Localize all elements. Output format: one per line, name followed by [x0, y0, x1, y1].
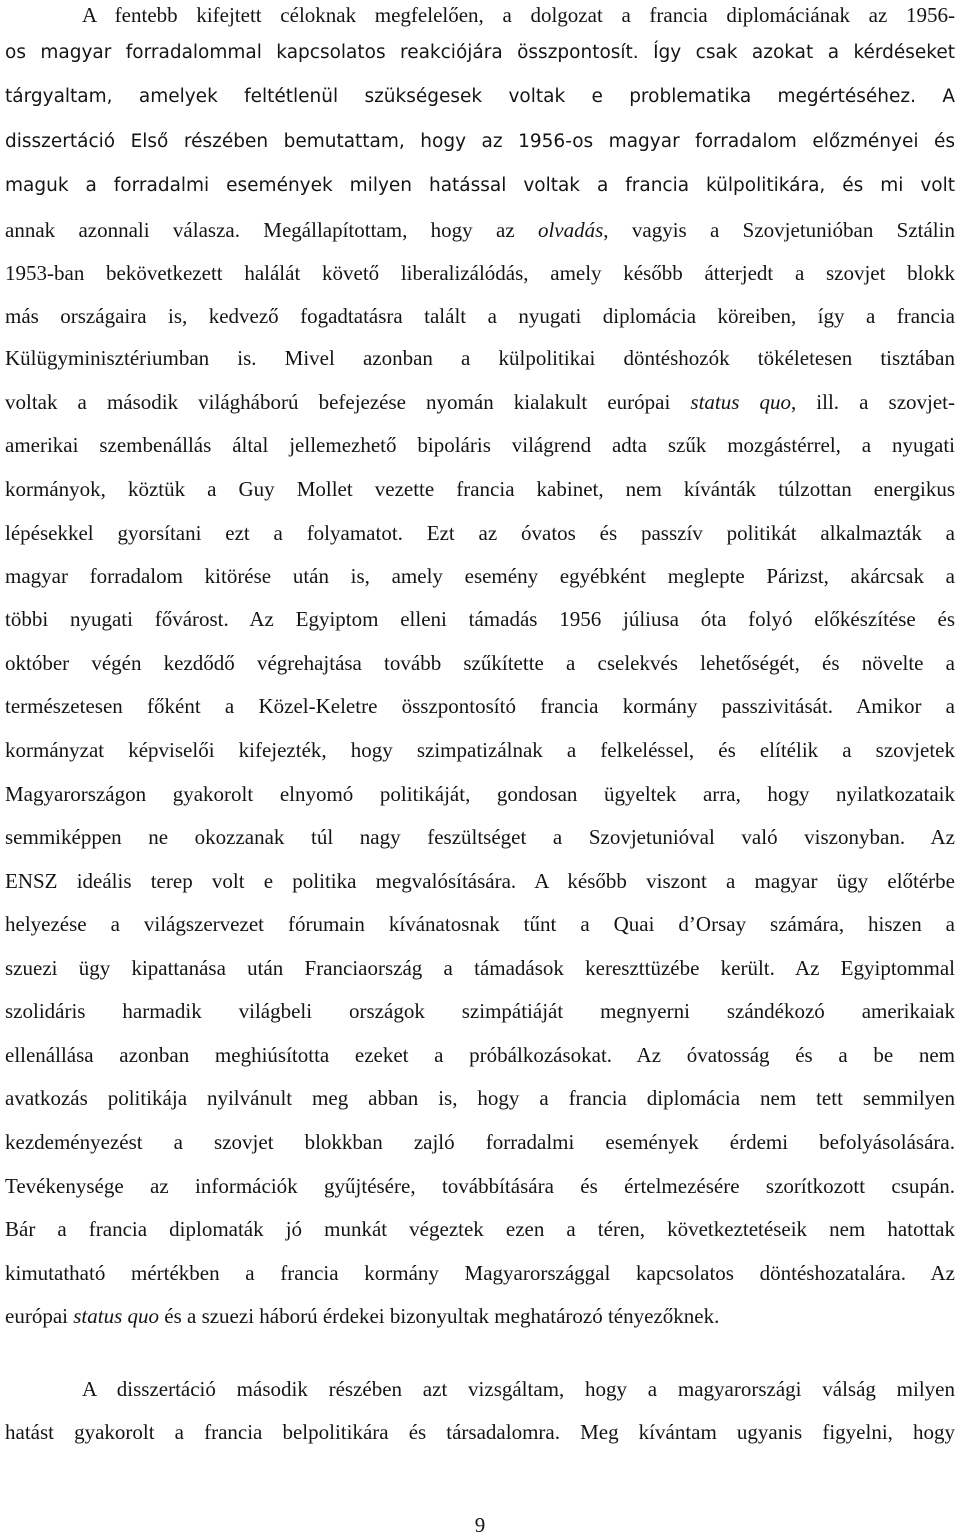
text-line [5, 604, 955, 634]
line-text: más országaira is, kedvező fogadtatásra talált a nyugati diplomácia köreiben, így a francia [5, 304, 955, 328]
line-text: Magyarországon gyakorolt elnyomó politikáját, gondosan ügyeltek arra, hogy nyilatkozataik [5, 782, 955, 806]
line-text: A fentebb kifejtett céloknak megfelelően, a dolgozat a francia diplomáciának az 1956- [82, 3, 955, 27]
italic-term: status quo [73, 1304, 159, 1328]
line-text: és a szuezi háború érdekei bizonyultak meghatározó tényezőknek. [164, 1304, 720, 1328]
italic-term: olvadás [537, 218, 604, 242]
line-text: természetesen főként a Közel-Keletre összpontosító francia kormány passzivitását. Amikor a [5, 694, 955, 718]
line-text: magyar forradalom kitörése után is, amely esemény egyébként meglepte Párizst, akárcsak a [5, 564, 955, 588]
line-text: ENSZ ideális terep volt e politika megvalósítására. A később viszont a magyar ügy előtérbe [5, 869, 955, 893]
text-line [5, 1258, 955, 1288]
text-line [5, 215, 955, 245]
text-line [5, 648, 955, 678]
line-text: európai [5, 1304, 68, 1328]
line-text: kezdeményezést a szovjet blokkban zajló forradalmi események érdemi befolyásolására. [5, 1130, 955, 1154]
text-line [5, 996, 955, 1026]
line-text: Tevékenysége az információk gyűjtésére, továbbítására és értelmezésére szorítkozott csupán. [5, 1174, 955, 1198]
italic-term: status quo [690, 390, 791, 414]
text-line [5, 82, 955, 112]
line-text: helyezése a világszervezet fórumain kívánatosnak tűnt a Quai d’Orsay számára, hiszen a [5, 912, 955, 936]
line-text: Megállapítottam, hogy az [263, 218, 515, 242]
text-line [82, 1374, 955, 1404]
line-text: kormányzat képviselői kifejezték, hogy szimpatizálnak a felkeléssel, és elítélik a szovjetek [5, 738, 955, 762]
line-text: annak azonnali válasza. [5, 218, 240, 242]
text-line [5, 735, 955, 765]
line-text: semmiképpen ne okozzanak túl nagy feszültséget a Szovjetunióval való viszonyban. Az [5, 825, 955, 849]
line-text: 1953-ban bekövetkezett halálát követő liberalizálódás, amely később átterjedt a szovjet blokk [5, 261, 955, 285]
line-text: kimutatható mértékben a francia kormány Magyarországgal kapcsolatos döntéshozatalára. Az [5, 1261, 955, 1285]
line-text: Bár a francia diplomaták jó munkát végeztek ezen a téren, következtetéseik nem hatottak [5, 1217, 955, 1241]
line-text: tárgyaltam, amelyek feltétlenül szükségesek voltak e problematika megértéséhez. A [5, 86, 955, 107]
text-line [5, 258, 955, 288]
text-line [5, 301, 955, 331]
text-line [5, 1040, 955, 1070]
text-line [5, 1301, 955, 1331]
text-line [5, 866, 955, 896]
line-text: ellenállása azonban meghiúsította ezeket a próbálkozásokat. Az óvatosság és a be nem [5, 1043, 955, 1067]
text-line [5, 691, 955, 721]
text-line [5, 518, 955, 548]
text-line [5, 343, 955, 373]
line-text: lépésekkel gyorsítani ezt a folyamatot. Ezt az óvatos és passzív politikát alkalmazták a [5, 521, 955, 545]
text-line [5, 561, 955, 591]
line-text: többi nyugati fővárost. Az Egyiptom elleni támadás 1956 júliusa óta folyó előkészítése és [5, 607, 955, 631]
text-line [5, 171, 955, 201]
line-text: Külügyminisztériumban is. Mivel azonban a külpolitikai döntéshozók tökéletesen tisztában [5, 346, 955, 370]
text-line [82, 0, 955, 30]
line-text: október végén kezdődő végrehajtása tovább szűkítette a cselekvés lehetőségét, és növelte a [5, 651, 955, 675]
text-line [5, 1214, 955, 1244]
line-text: , vagyis a Szovjetunióban Sztálin [603, 218, 955, 242]
line-text: , ill. a szovjet- [790, 390, 955, 414]
text-line [5, 779, 955, 809]
text-line [5, 127, 955, 157]
line-text: szuezi ügy kipattanása után Franciaország a támadások kereszttüzébe került. Az Egyiptommal [5, 956, 955, 980]
text-line [5, 1083, 955, 1113]
text-line [5, 474, 955, 504]
line-text: A disszertáció második részében azt vizsgáltam, hogy a magyarországi válság milyen [82, 1377, 955, 1401]
text-line [5, 822, 955, 852]
text-line [5, 430, 955, 460]
page-number: 9 [474, 1513, 486, 1537]
line-text: amerikai szembenállás által jellemezhető bipoláris világrend adta szűk mozgástérrel, a nyugati [5, 433, 955, 457]
line-text: disszertáció Első részében bemutattam, hogy az 1956-os magyar forradalom előzményei és [5, 131, 955, 152]
line-text: voltak a második világháború befejezése nyomán kialakult európai [5, 390, 671, 414]
text-line [5, 38, 955, 68]
line-text: os magyar forradalommal kapcsolatos reakciójára összpontosít. Így csak azokat a kérdéseket [5, 42, 955, 63]
line-text: szolidáris harmadik világbeli országok szimpátiáját megnyerni szándékozó amerikaiak [5, 999, 955, 1023]
line-text: avatkozás politikája nyilvánult meg abban is, hogy a francia diplomácia nem tett semmilyen [5, 1086, 955, 1110]
text-line [5, 909, 955, 939]
body-text [5, 0, 955, 1500]
line-text: hatást gyakorolt a francia belpolitikára és társadalomra. Meg kívántam ugyanis figyelni, hogy [5, 1420, 955, 1444]
text-line [5, 1417, 955, 1447]
text-line [5, 1171, 955, 1201]
text-line [5, 953, 955, 983]
line-text: kormányok, köztük a Guy Mollet vezette francia kabinet, nem kívánták túlzottan energikus [5, 477, 955, 501]
text-line [5, 387, 955, 417]
text-line [5, 1127, 955, 1157]
line-text: maguk a forradalmi események milyen hatással voltak a francia külpolitikára, és mi volt [5, 175, 955, 196]
